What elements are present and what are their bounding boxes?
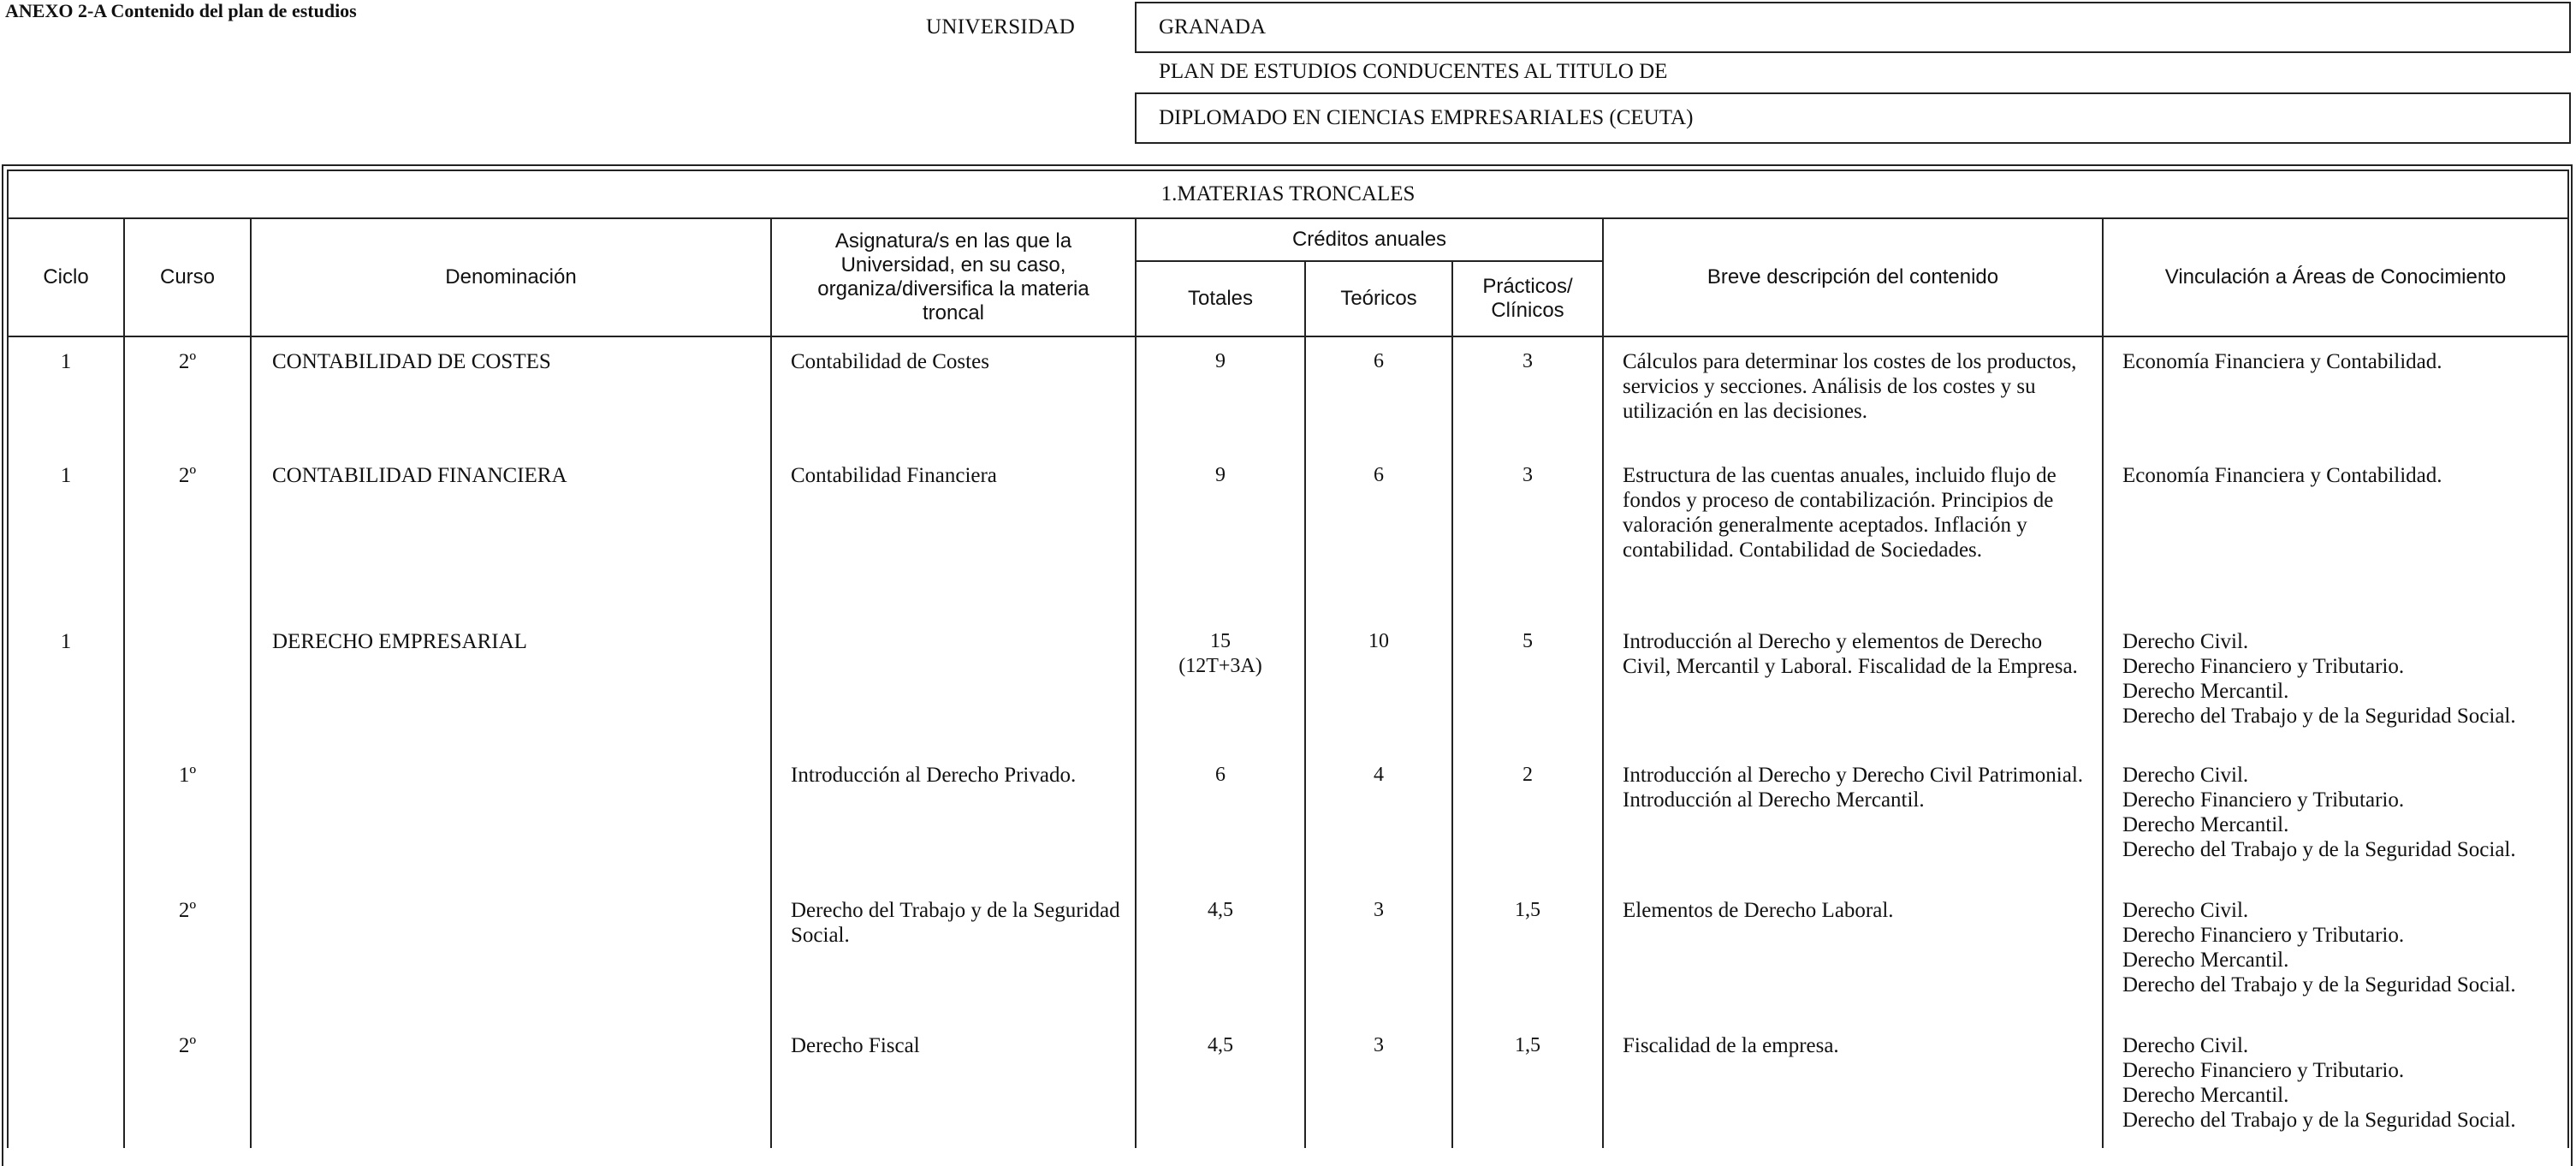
cell-denominacion	[251, 758, 771, 893]
cell-ciclo	[8, 893, 124, 1028]
area-item: Derecho del Trabajo y de la Seguridad Social.	[2122, 838, 2516, 861]
cell-teoricos: 10	[1305, 622, 1452, 758]
header-curso: Curso	[124, 218, 251, 336]
cell-asignatura: Contabilidad de Costes	[771, 336, 1136, 455]
cell-descripcion: Estructura de las cuentas anuales, incluido flujo de fondos y proceso de contabilización. Principios de valoración generalmente aceptados. Inflación y contabilidad. Contabilidad de Sociedades.	[1603, 455, 2103, 622]
cell-ciclo: 1	[8, 455, 124, 622]
cell-teoricos: 6	[1305, 336, 1452, 455]
header-denominacion: Denominación	[251, 218, 771, 336]
cell-descripcion: Introducción al Derecho y elementos de Derecho Civil, Mercantil y Laboral. Fiscalidad de la Empresa.	[1603, 622, 2103, 758]
cell-asignatura: Introducción al Derecho Privado.	[771, 758, 1136, 893]
cell-curso: 1º	[124, 758, 251, 893]
cell-denominacion: CONTABILIDAD DE COSTES	[251, 336, 771, 455]
degree-title: DIPLOMADO EN CIENCIAS EMPRESARIALES (CEUTA)	[1159, 106, 1694, 129]
university-value: GRANADA	[1159, 15, 1266, 39]
cell-denominacion	[251, 1028, 771, 1148]
area-item: Derecho Mercantil.	[2122, 1084, 2289, 1107]
table-row	[8, 758, 2568, 893]
cell-curso: 2º	[124, 1028, 251, 1148]
cell-totales: 4,5	[1136, 1028, 1305, 1148]
university-value-box	[1135, 2, 2571, 53]
area-item: Derecho Financiero y Tributario.	[2122, 655, 2405, 678]
cell-totales: 4,5	[1136, 893, 1305, 1028]
table-row	[8, 1028, 2568, 1148]
section-title: 1.MATERIAS TRONCALES	[8, 170, 2568, 218]
header-totales: Totales	[1136, 261, 1305, 336]
area-item: Derecho del Trabajo y de la Seguridad Social.	[2122, 1109, 2516, 1132]
cell-ciclo: 1	[8, 336, 124, 455]
table-row	[8, 893, 2568, 1028]
cell-descripcion: Cálculos para determinar los costes de los productos, servicios y secciones. Análisis de los costes y su utilización en las decisiones.	[1603, 336, 2103, 455]
table-row	[8, 622, 2568, 758]
subjects-table	[7, 170, 2569, 1148]
cell-asignatura: Derecho del Trabajo y de la Seguridad Social.	[771, 893, 1136, 1028]
header-ciclo: Ciclo	[8, 218, 124, 336]
cell-vinculacion	[2103, 1028, 2568, 1148]
cell-denominacion: CONTABILIDAD FINANCIERA	[251, 455, 771, 622]
annex-title: ANEXO 2-A Contenido del plan de estudios	[5, 0, 357, 21]
cell-totales: 9	[1136, 336, 1305, 455]
area-item: Derecho Civil.	[2122, 1034, 2249, 1057]
cell-practicos: 1,5	[1452, 893, 1603, 1028]
cell-ciclo: 1	[8, 622, 124, 758]
cell-descripcion: Elementos de Derecho Laboral.	[1603, 893, 2103, 1028]
cell-practicos: 5	[1452, 622, 1603, 758]
table-row	[8, 336, 2568, 455]
header-descripcion: Breve descripción del contenido	[1603, 218, 2103, 336]
cell-ciclo	[8, 758, 124, 893]
cell-totales	[1136, 622, 1305, 758]
cell-asignatura: Derecho Fiscal	[771, 1028, 1136, 1148]
area-item: Derecho del Trabajo y de la Seguridad Social.	[2122, 705, 2516, 728]
cell-curso	[124, 622, 251, 758]
area-item: Derecho Civil.	[2122, 899, 2249, 922]
area-item: Derecho Civil.	[2122, 630, 2249, 653]
header-creditos: Créditos anuales	[1136, 218, 1603, 261]
cell-totales: 6	[1136, 758, 1305, 893]
university-label: UNIVERSIDAD	[926, 15, 1076, 39]
area-item: Derecho Financiero y Tributario.	[2122, 1059, 2405, 1082]
cell-practicos: 1,5	[1452, 1028, 1603, 1148]
degree-title-box	[1135, 92, 2571, 144]
plan-label: PLAN DE ESTUDIOS CONDUCENTES AL TITULO DE	[1159, 60, 1668, 83]
cell-descripcion: Fiscalidad de la empresa.	[1603, 1028, 2103, 1148]
area-item: Derecho Mercantil.	[2122, 680, 2289, 703]
cell-totales: 9	[1136, 455, 1305, 622]
cell-practicos: 3	[1452, 455, 1603, 622]
cell-practicos: 2	[1452, 758, 1603, 893]
cell-vinculacion	[2103, 758, 2568, 893]
cell-asignatura: Contabilidad Financiera	[771, 455, 1136, 622]
cell-teoricos: 3	[1305, 1028, 1452, 1148]
cell-vinculacion: Economía Financiera y Contabilidad.	[2103, 455, 2568, 622]
header-vinculacion: Vinculación a Áreas de Conocimiento	[2103, 218, 2568, 336]
cell-denominacion	[251, 893, 771, 1028]
cell-teoricos: 3	[1305, 893, 1452, 1028]
area-item: Derecho Civil.	[2122, 764, 2249, 787]
cell-curso: 2º	[124, 455, 251, 622]
area-item: Derecho Financiero y Tributario.	[2122, 924, 2405, 947]
cell-curso: 2º	[124, 336, 251, 455]
area-item: Derecho Financiero y Tributario.	[2122, 788, 2405, 812]
cell-vinculacion	[2103, 622, 2568, 758]
credits-total-detail: (12T+3A)	[1178, 655, 1262, 677]
cell-denominacion: DERECHO EMPRESARIAL	[251, 622, 771, 758]
cell-vinculacion	[2103, 893, 2568, 1028]
table-row	[8, 455, 2568, 622]
header-asignatura: Asignatura/s en las que la Universidad, en su caso, organiza/diversifica la materia troncal	[771, 218, 1136, 336]
cell-curso: 2º	[124, 893, 251, 1028]
cell-practicos: 3	[1452, 336, 1603, 455]
cell-teoricos: 6	[1305, 455, 1452, 622]
cell-asignatura	[771, 622, 1136, 758]
cell-ciclo	[8, 1028, 124, 1148]
credits-total: 15	[1210, 630, 1231, 652]
area-item: Derecho Mercantil.	[2122, 949, 2289, 972]
cell-vinculacion: Economía Financiera y Contabilidad.	[2103, 336, 2568, 455]
area-item: Derecho Mercantil.	[2122, 813, 2289, 836]
area-item: Derecho del Trabajo y de la Seguridad Social.	[2122, 973, 2516, 996]
header-teoricos: Teóricos	[1305, 261, 1452, 336]
cell-teoricos: 4	[1305, 758, 1452, 893]
header-practicos: Prácticos/ Clínicos	[1452, 261, 1603, 336]
cell-descripcion: Introducción al Derecho y Derecho Civil Patrimonial. Introducción al Derecho Mercantil.	[1603, 758, 2103, 893]
